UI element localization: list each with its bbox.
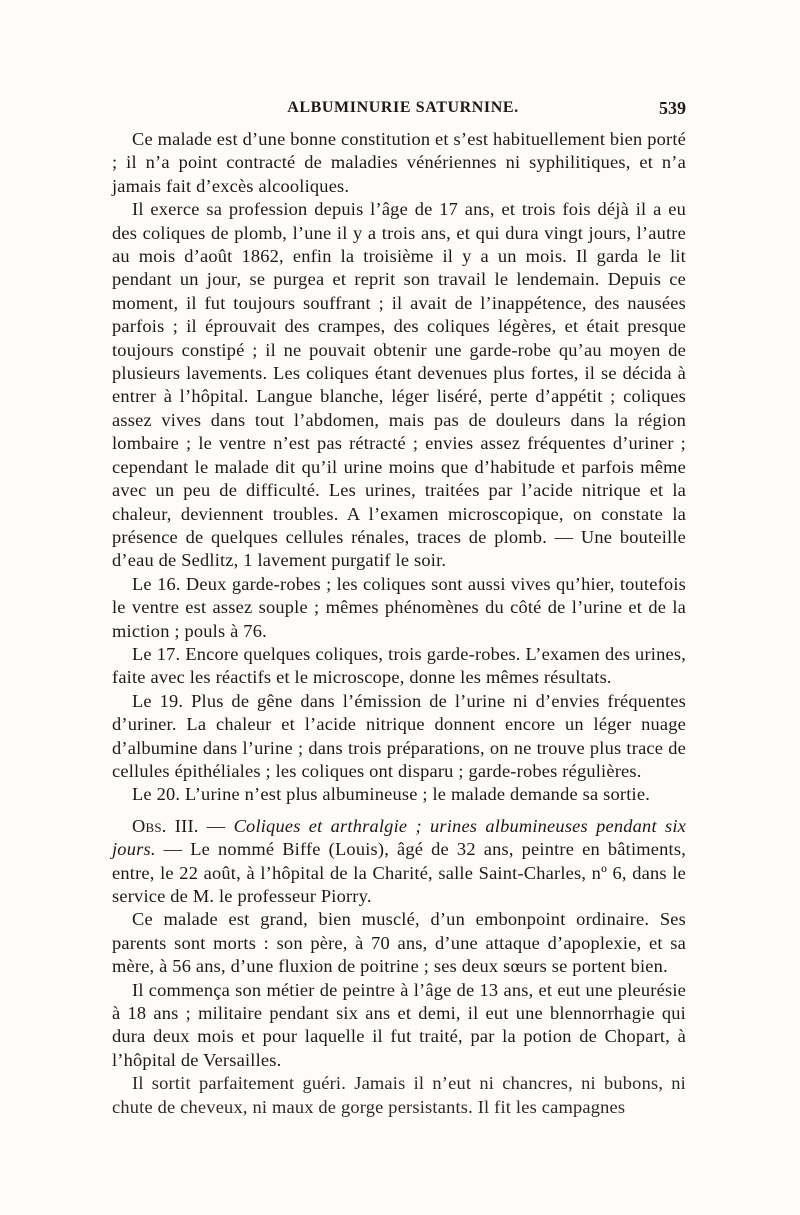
observation-paragraph — [112, 815, 686, 909]
observation-dash: — — [198, 815, 234, 836]
paragraph: Il exerce sa profession depuis l’âge de 17 ans, et trois fois déjà il a eu des coliques de plomb, l’une il y a trois ans, et qui dura vingt jours, l’autre au mois d’août 1862, enfin la troisième il y a un mois. Il garda le lit pendant un jour, se purgea et reprit son travail le lendemain. Depuis ce moment, il fut toujours souffrant ; il avait de l’inappétence, des nausées parfois ; il éprouvait des crampes, des coliques légères, et était presque toujours constipé ; il ne pouvait obtenir une garde-robe qu’au moyen de plusieurs lavements. Les coliques étant devenues plus fortes, il se décida à entrer à l’hôpital. Langue blanche, léger liséré, perte d’appétit ; coliques assez vives dans tout l’abdomen, mais pas de douleurs dans la région lombaire ; le ventre n’est pas rétracté ; envies assez fréquentes d’uriner ; cependant le malade dit qu’il urine moins que d’habitude et parfois même avec un peu de difficulté. Les urines, traitées par l’acide nitrique et la chaleur, deviennent troubles. A l’examen microscopique, on constate la présence de quelques cellules rénales, traces de plomb. — Une bouteille d’eau de Sedlitz, 1 lavement purgatif le soir. — [112, 199, 686, 571]
body-text — [112, 128, 686, 1119]
paragraph: Il commença son métier de peintre à l’âge de 13 ans, et eut une pleurésie à 18 ans ; militaire pendant six ans et demi, il eut une blennorrhagie qui dura deux mois et pour laquelle il fut traité, par la potion de Chopart, à l’hôpital de Versailles. — [112, 979, 686, 1070]
paragraph: Le 16. Deux garde-robes ; les coliques sont aussi vives qu’hier, toutefois le ventre est assez souple ; mêmes phénomènes du côté de l’urine et de la miction ; pouls à 76. — [112, 573, 686, 641]
observation-title: Coliques et arthralgie ; urines albumineuses pendant six jours. — [112, 815, 686, 860]
page-number: 539 — [659, 98, 686, 118]
page-header — [118, 95, 688, 123]
observation-text: — Le nommé Biffe (Louis), âgé de 32 ans, peintre en bâtiments, entre, le 22 août, à l’hôpital de la Charité, salle Saint-Charles, nº 6, dans le service de M. le professeur Piorry. — [112, 839, 686, 906]
running-title: ALBUMINURIE SATURNINE. — [287, 99, 519, 116]
observation-label: Obs. III. — [132, 815, 199, 836]
paragraph: Le 17. Encore quelques coliques, trois garde-robes. L’examen des urines, faite avec les réactifs et le microscope, donne les mêmes résultats. — [112, 643, 686, 688]
paragraph: Ce malade est d’une bonne constitution et s’est habituellement bien porté ; il n’a point contracté de maladies vénériennes ni syphilitiques, et n’a jamais fait d’excès alcooliques. — [112, 129, 686, 196]
paragraph: Ce malade est grand, bien musclé, d’un embonpoint ordinaire. Ses parents sont morts : son père, à 70 ans, d’une attaque d’apoplexie, et sa mère, à 56 ans, d’une fluxion de poitrine ; ses deux sœurs se portent bien. — [112, 909, 686, 977]
paragraph: Le 20. L’urine n’est plus albumineuse ; le malade demande sa sortie. — [132, 784, 651, 805]
paragraph: Il sortit parfaitement guéri. Jamais il n’eut ni chancres, ni bubons, ni chute de cheveux, ni maux de gorge persistants. Il fit les campagnes — [112, 1073, 686, 1117]
paragraph: Le 19. Plus de gêne dans l’émission de l’urine ni d’envies fréquentes d’uriner. La chaleur et l’acide nitrique donnent encore un léger nuage d’albumine dans l’urine ; dans trois préparations, on ne trouve plus trace de cellules épithéliales ; les coliques ont disparu ; garde-robes régulières. — [112, 690, 686, 781]
